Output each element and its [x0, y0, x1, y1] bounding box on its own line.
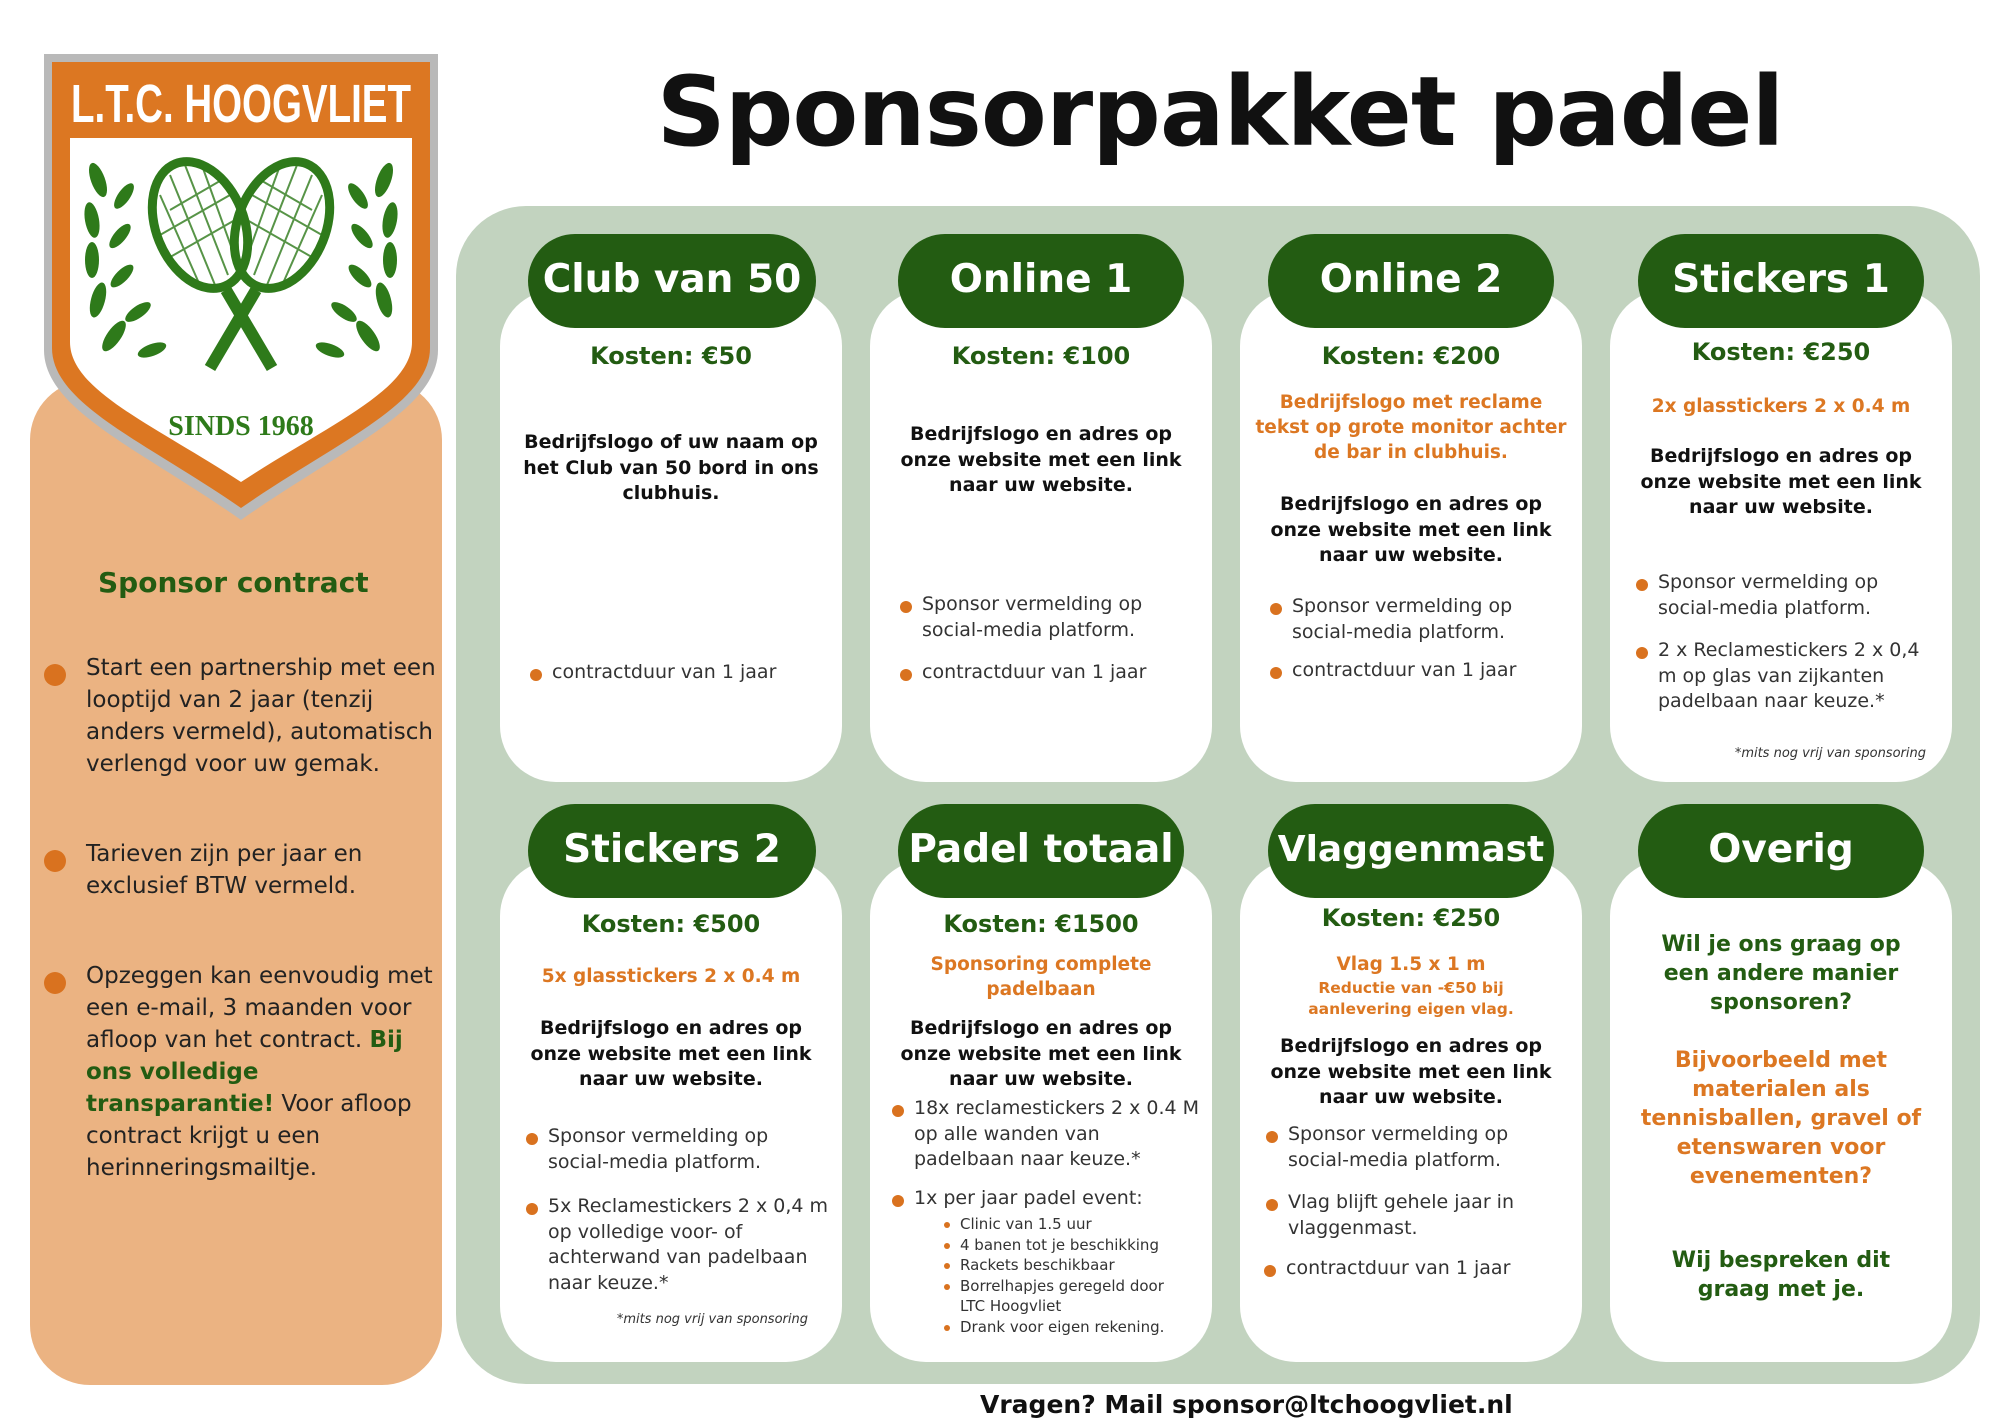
event-list — [942, 1214, 1192, 1337]
package-cost: Kosten: €500 — [581, 910, 761, 938]
package-card-overig — [1610, 860, 1952, 1362]
package-bullet: contractduur van 1 jaar — [512, 660, 832, 686]
list-item: Clinic van 1.5 uur — [942, 1214, 1192, 1235]
package-bullet: Sponsor vermelding op social-media platform. — [508, 1124, 832, 1175]
list-item: Tarieven zijn per jaar en exclusief BTW vermeld. — [44, 838, 436, 902]
list-item: Opzeggen kan eenvoudig met een e-mail, 3 maanden voor afloop van het contract. Bij ons volledige transparantie! Voor afloop contract krijgt u een herinneringsmailtje. — [44, 960, 436, 1184]
list-item: Drank voor eigen rekening. — [942, 1317, 1192, 1338]
package-card-vlaggenmast — [1240, 860, 1582, 1362]
sponsor-contract-title: Sponsor contract — [98, 566, 369, 599]
package-description: Bedrijfslogo en adres op onze website met een link naar uw website. — [1640, 445, 1922, 518]
list-item: 4 banen tot je beschikking — [942, 1235, 1192, 1256]
list-item: Borrelhapjes geregeld door LTC Hoogvliet — [942, 1276, 1192, 1317]
bullet-dot-icon — [1264, 1265, 1276, 1277]
bullet-dot-icon — [892, 1195, 904, 1207]
package-tag-stickers-2: Stickers 2 — [528, 804, 816, 898]
package-footnote: *mits nog vrij van sponsoring — [1734, 746, 1926, 761]
package-bullet: Vlag blijft gehele jaar in vlaggenmast. — [1248, 1190, 1572, 1241]
package-tag-padel-totaal: Padel totaal — [898, 804, 1184, 898]
package-tag-vlaggenmast: Vlaggenmast — [1268, 804, 1554, 898]
bullet-dot-icon — [1270, 603, 1282, 615]
package-card-online-2 — [1240, 290, 1582, 782]
contact-footer: Vragen? Mail sponsor@ltchoogvliet.nl — [980, 1390, 1513, 1419]
package-bullet: 5x Reclamestickers 2 x 0,4 m op volledige voor- of achterwand van padelbaan naar keuze.* — [508, 1194, 832, 1296]
bullet-dot-icon — [900, 601, 912, 613]
package-tag-online-1: Online 1 — [898, 234, 1184, 328]
package-highlight-small: Reductie van -€50 bij aanlevering eigen vlag. — [1308, 979, 1514, 1018]
package-tag-online-2: Online 2 — [1268, 234, 1554, 328]
package-cost: Kosten: €50 — [590, 342, 752, 370]
bullet-dot-icon — [44, 850, 66, 872]
package-footnote: *mits nog vrij van sponsoring — [616, 1312, 808, 1327]
package-card-online-1 — [870, 290, 1212, 782]
package-bullet: Sponsor vermelding op social-media platform. — [882, 592, 1202, 643]
list-item: Rackets beschikbaar — [942, 1255, 1192, 1276]
package-bullet: Sponsor vermelding op social-media platform. — [1618, 570, 1942, 621]
bullet-dot-icon — [526, 1203, 538, 1215]
package-bullet: 2 x Reclamestickers 2 x 0,4 m op glas van zijkanten padelbaan naar keuze.* — [1618, 638, 1942, 715]
package-cost: Kosten: €200 — [1321, 342, 1501, 370]
overig-closing: Wij bespreken dit graag met je. — [1671, 1248, 1891, 1302]
package-highlight: 2x glasstickers 2 x 0.4 m — [1651, 396, 1911, 417]
bullet-dot-icon — [1270, 667, 1282, 679]
package-tag-club-van-50: Club van 50 — [528, 234, 816, 328]
package-highlight: 5x glasstickers 2 x 0.4 m — [541, 966, 801, 987]
bullet-dot-icon — [944, 1263, 950, 1269]
bullet-dot-icon — [526, 1133, 538, 1145]
page-title: Sponsorpakket padel — [656, 56, 1784, 168]
package-description: Bedrijfslogo en adres op onze website met een link naar uw website. — [900, 1017, 1182, 1090]
package-description: Bedrijfslogo of uw naam op het Club van 50 bord in ons clubhuis. — [523, 431, 819, 504]
bullet-dot-icon — [892, 1105, 904, 1117]
package-bullet: Sponsor vermelding op social-media platform. — [1248, 1122, 1572, 1173]
package-tag-overig: Overig — [1638, 804, 1924, 898]
bullet-dot-icon — [900, 669, 912, 681]
package-cost: Kosten: €1500 — [943, 910, 1139, 938]
list-item: Start een partnership met een looptijd van 2 jaar (tenzij anders vermeld), automatisch verlengd voor uw gemak. — [44, 652, 436, 780]
package-bullet: 18x reclamestickers 2 x 0.4 M op alle wanden van padelbaan naar keuze.* — [874, 1096, 1202, 1173]
svg-text:L.T.C. HOOGVLIET: L.T.C. HOOGVLIET — [71, 74, 412, 134]
club-logo — [40, 50, 442, 530]
package-card-stickers-2 — [500, 860, 842, 1362]
package-cost: Kosten: €100 — [951, 342, 1131, 370]
package-bullet: contractduur van 1 jaar — [882, 660, 1202, 686]
package-card-padel-totaal — [870, 860, 1212, 1362]
package-highlight: Bedrijfslogo met reclame tekst op grote monitor achter de bar in clubhuis. — [1255, 392, 1567, 463]
package-highlight: Vlag 1.5 x 1 m — [1336, 954, 1486, 975]
package-cost: Kosten: €250 — [1321, 904, 1501, 932]
package-tag-stickers-1: Stickers 1 — [1638, 234, 1924, 328]
overig-question: Wil je ons graag op een andere manier sponsoren? — [1661, 932, 1901, 1015]
bullet-dot-icon — [1636, 647, 1648, 659]
bullet-dot-icon — [1636, 579, 1648, 591]
bullet-dot-icon — [1266, 1199, 1278, 1211]
bullet-dot-icon — [1266, 1131, 1278, 1143]
sponsor-contract-list — [44, 652, 436, 1242]
bullet-dot-icon — [944, 1243, 950, 1249]
package-cost: Kosten: €250 — [1691, 338, 1871, 366]
package-description: Bedrijfslogo en adres op onze website met een link naar uw website. — [1270, 493, 1552, 566]
svg-text:SINDS 1968: SINDS 1968 — [168, 411, 314, 442]
package-bullet: 1x per jaar padel event: — [874, 1186, 1202, 1212]
bullet-dot-icon — [944, 1325, 950, 1331]
package-bullet: contractduur van 1 jaar — [1246, 1256, 1570, 1282]
bullet-dot-icon — [44, 972, 66, 994]
package-highlight: Sponsoring complete padelbaan — [930, 954, 1152, 1000]
package-bullet: contractduur van 1 jaar — [1252, 658, 1572, 684]
bullet-dot-icon — [944, 1222, 950, 1228]
bullet-dot-icon — [44, 664, 66, 686]
package-card-club-van-50 — [500, 290, 842, 782]
package-bullet: Sponsor vermelding op social-media platform. — [1252, 594, 1572, 645]
package-description: Bedrijfslogo en adres op onze website met een link naar uw website. — [900, 423, 1182, 496]
bullet-dot-icon — [944, 1284, 950, 1290]
overig-example: Bijvoorbeeld met materialen als tennisballen, gravel of etenswaren voor evenementen? — [1640, 1048, 1922, 1189]
package-description: Bedrijfslogo en adres op onze website met een link naar uw website. — [530, 1017, 812, 1090]
bullet-dot-icon — [530, 669, 542, 681]
package-description: Bedrijfslogo en adres op onze website met een link naar uw website. — [1270, 1035, 1552, 1108]
package-card-stickers-1 — [1610, 290, 1952, 782]
